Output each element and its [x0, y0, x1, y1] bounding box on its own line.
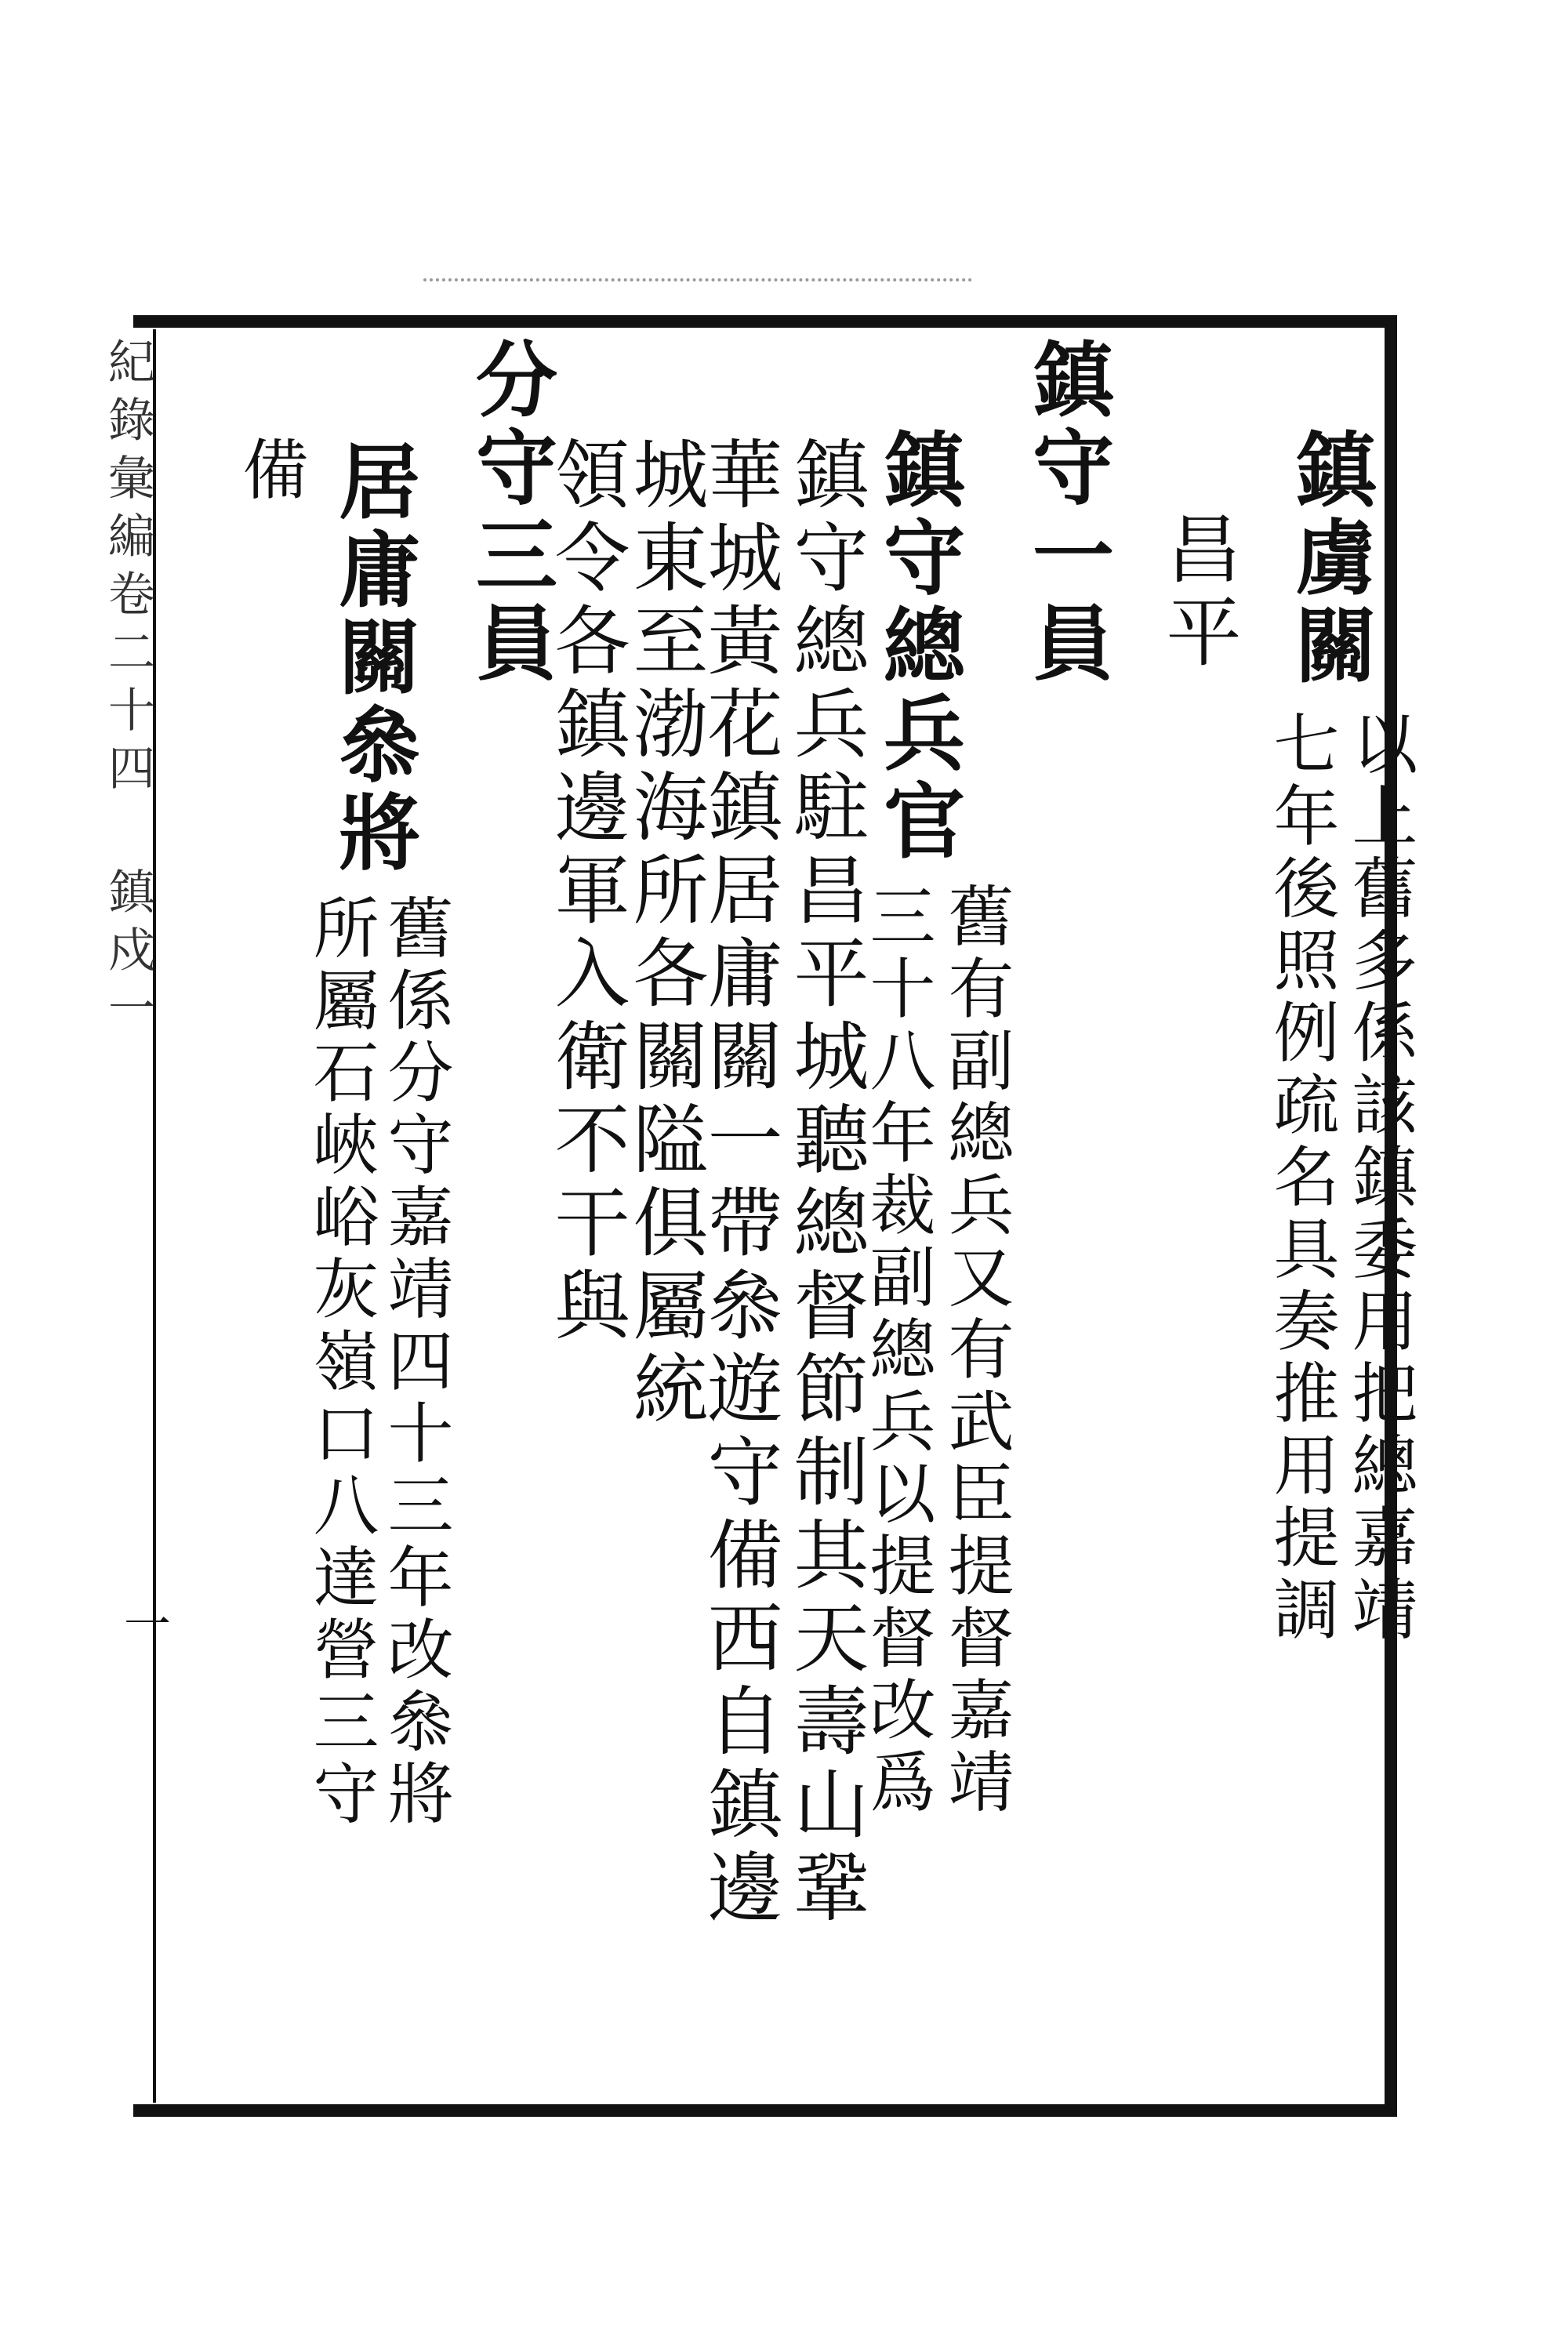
note-col-14: 備	[232, 435, 309, 507]
heading-fenshou-sanyuan: 分守三員	[462, 337, 558, 688]
note-col-2: 七年後照例疏名具奏推用提調	[1263, 710, 1340, 1647]
body-col-7: 鎮守總兵駐昌平城聽總督節制其天壽山鞏	[782, 435, 869, 1931]
body-col-8: 華城黃花鎮居庸關一帶叅遊守備西自鎮邊	[695, 435, 783, 1931]
note-col-12: 舊係分守嘉靖四十三年改叅將	[377, 894, 454, 1831]
heading-zhenshou-zongbingguan: 鎮守總兵官	[869, 427, 966, 866]
note-col-5: 舊有副總兵又有武臣提督嘉靖	[938, 882, 1014, 1820]
page-number: 一	[116, 1599, 171, 1646]
heading-zhenshou-yiyuan: 鎮守一員	[1018, 337, 1115, 688]
heading-changping: 昌平	[1154, 510, 1242, 676]
heading-zhenluguan: 鎮虜關	[1281, 427, 1377, 691]
note-col-1: 以上舊多係該鎮委用把總嘉靖	[1341, 710, 1418, 1647]
heading-juyongguan-canjiang: 居庸關叅將	[325, 439, 421, 878]
body-col-9: 城東至渤海所各關隘俱屬統	[621, 435, 709, 1432]
margin-header: 紀錄彙編卷二十四 鎮戍一	[100, 337, 155, 1041]
note-col-13: 所屬石峽峪灰嶺口八達營三守	[303, 894, 379, 1831]
top-speckle-line	[423, 278, 972, 285]
body-col-10: 領令各鎮邊軍入衛不干與	[543, 435, 630, 1349]
note-col-6: 三十八年裁副總兵以提督改爲	[859, 882, 936, 1820]
